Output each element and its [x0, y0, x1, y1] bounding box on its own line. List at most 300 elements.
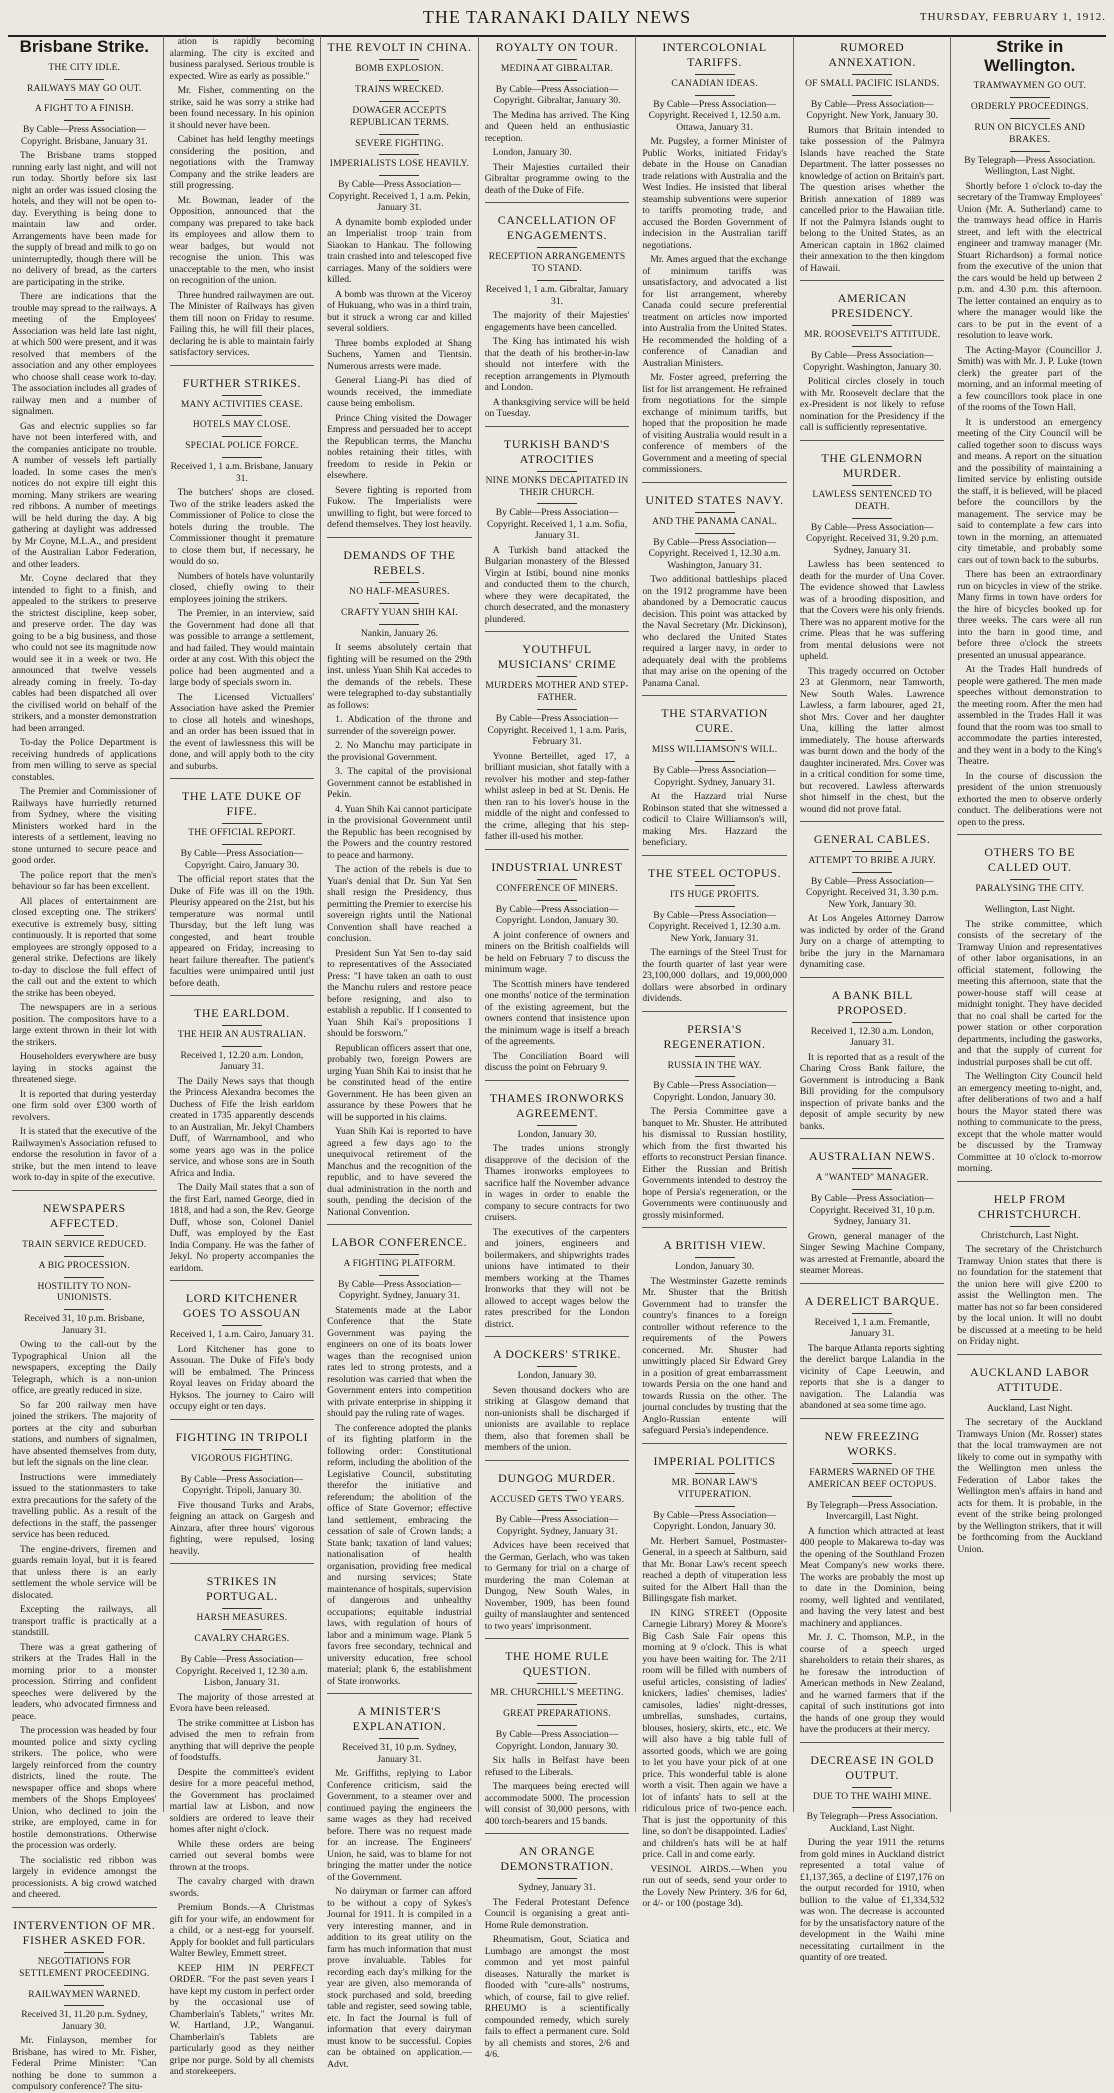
article-headline: THE HOME RULE QUESTION.: [505, 1649, 609, 1679]
article-paragraph: There has been an extraordinary run on bicycles in view of the strike. Many firms in town have orders for the hire of bicycles booked up for three weeks. The cars were all run into the barn in good time, and before three o'clock the streets presented an unusual appearance.: [957, 569, 1103, 661]
divider: [537, 879, 577, 880]
article-paragraph: The secretary of the Auckland Tramways Union (Mr. Rosser) states that the local tramwaymen are not likely to come out in sympathy with the Wellington men unless the Federation of Labor takes the Wellington men's affairs in hand and acts for them. It is probable, in the event of the strike being prolonged by the Wellington strikers, that it will be forthcoming from the Auckland Union.: [957, 1417, 1103, 1555]
article-subheading: MISS WILLIAMSON'S WILL.: [651, 745, 778, 756]
divider: [852, 518, 892, 519]
article-paragraph: The King has intimated his wish that the death of his brother-in-law should not interfere with the reception arrangements in Plymouth and London.: [484, 336, 630, 394]
article-paragraph: The Persia Committee gave a banquet to Mr. Shuster. He attributed his dismissal to Russian hostility, which from the first thwarted his efforts to reconstruct Persian finance. Either the Russian and British Governments intended to destroy the hope of Persia's regeneration, or the Governments were continuously and grossly misinformed.: [642, 1106, 787, 1221]
dateline: By Cable—Press Association—Copyright. Tripoli, January 30.: [180, 1473, 304, 1497]
divider: [64, 1235, 104, 1236]
article: [800, 977, 945, 1133]
article: [12, 1190, 157, 1901]
divider: [852, 1168, 892, 1169]
article-paragraph: Their Majesties curtailed their Gibraltar programme owing to the death of the Duke of Fife.: [484, 161, 630, 196]
article-subheading: LAWLESS SENTENCED TO DEATH.: [812, 489, 932, 512]
dateline: Nankin, January 26.: [360, 627, 439, 639]
divider: [222, 1608, 262, 1609]
dateline: By Telegraph—Press Association. Auckland, Last Night.: [806, 1811, 938, 1834]
divider: [537, 59, 577, 60]
article-paragraph: ation is rapidly becoming alarming. The city is excited and business paralysed. Serious trouble is expected. Wire as early as possible.": [169, 36, 315, 82]
article-paragraph: Mr. Griffiths, replying to Labor Conference criticism, said the Government, to a steamer over and continued paying the engineers the same wages as they had received before. There was no request made for an increase. The Engineers' Union, he said, was to blame for not bringing the matter under the notice of the Government.: [327, 1768, 472, 1883]
divider: [852, 1496, 892, 1497]
article-paragraph: The Daily News says that though the Princess Alexandra becomes the Duchess of Fife the Irish earldom created in 1735 apparently descends to an Australian, Mr. Jekyl Chambers Duff, of Warrnambool, and who some years ago was in the police service, and whose sons are in South Africa and India.: [169, 1075, 315, 1179]
dateline: By Cable—Press Association—Copyright. London, January 30.: [495, 1729, 619, 1752]
dateline: By Cable—Press Association—Copyright. Received 1, 12.30 a.m. Washington, January 31.: [648, 536, 781, 571]
dateline: Received 31, 11.20 p.m. Sydney, January 30.: [21, 2009, 148, 2032]
article-paragraph: The secretary of the Christchurch Tramway Union states that there is no foundation for the statement that the union here will give £200 to assist the Wellington men. The matter has not so far been considered by the local union. It will no doubt be discussed at a meeting to be held on Friday night.: [957, 1244, 1103, 1348]
article: [957, 1181, 1102, 1348]
article-paragraph: During the year 1911 the returns from gold mines in Auckland district represented a total value of £1,137,365, a decline of £197,176 on the output recorded for 1910, when bullion to the value of £1,334,532 was won. The decrease is accounted for by the unsatisfactory nature of the development in the Waihi mine necessitating curtailment in the quantity of ore treated.: [799, 1837, 945, 1964]
dateline: By Cable—Press Association—Copyright. Received 1, 1 a.m. Sofia, January 31.: [486, 507, 628, 542]
article-paragraph: 3. The capital of the provisional Government cannot be established in Pekin.: [327, 766, 472, 800]
article: [327, 40, 472, 531]
divider: [695, 533, 735, 534]
article-paragraph: Mr. Ames argued that the exchange of minimum tariffs was unsatisfactory, and advocated a list for list arrangement, whereby Canada could secure preferential treatment on articles now imported into Australia from the United States. He recommended the holding of a conference of Canadian and Australian Ministers.: [642, 254, 787, 369]
divider: [222, 415, 262, 416]
dateline: London, January 30.: [517, 1128, 597, 1140]
article-headline: NEW FREEZING WORKS.: [824, 1428, 920, 1458]
article-headline: Strike in Wellington.: [984, 37, 1076, 75]
article-headline: HELP FROM CHRISTCHURCH.: [978, 1191, 1082, 1221]
article-subheading: IMPERIALISTS LOSE HEAVILY.: [329, 159, 470, 170]
article-subheading: HARSH MEASURES.: [196, 1613, 288, 1624]
article-headline: CANCELLATION OF ENGAGEMENTS.: [497, 213, 617, 243]
article: [642, 482, 787, 689]
article-paragraph: The cavalry charged with drawn swords.: [169, 1876, 315, 1899]
dateline: Received 1, 12.20 a.m. London, January 31.: [180, 1049, 304, 1073]
dateline: By Cable—Press Association—Copyright. Received 31, 9.20 p.m. Sydney, January 31.: [805, 521, 939, 556]
article-paragraph: Mr. Coyne declared that they intended to fight to a finish, and appealed to the strikers to preserve the strictest discipline, keep sober, and preserve order. The day was going to be a big business, and those who could not see its magnitude now would see it in a week or two. He announced that twelve vessels already coming in freely. To-day cables had been dispatched all over the civilised world on behalf of the strikers, and a monster demonstration had been arranged.: [12, 573, 157, 734]
article-subheading: CANADIAN IDEAS.: [671, 79, 758, 89]
divider: [379, 1254, 419, 1255]
article-headline: AUSTRALIAN NEWS.: [809, 1149, 936, 1164]
divider: [537, 676, 577, 677]
divider: [379, 175, 419, 176]
article-paragraph: Yvonne Berteillet, aged 17, a brilliant musician, shot fatally with a revolver his mother and step-father whilst asleep in bed at St. Denis. He then ran to his lover's house in the middle of the night and confessed to the crime, alleging that his step-father ill-used his mother.: [484, 750, 630, 843]
article-paragraph: The Licensed Victuallers' Association have asked the Premier to close all hotels and wineshops, and an order has been issued that in the event of lawlessness this will be done, and will apply both to the city and suburbs.: [169, 691, 315, 772]
article: [485, 1336, 630, 1454]
article-paragraph: Prince Ching visited the Dowager Empress and persuaded her to accept the Republican terms, the Manchu nobles retaining their titles, with freedom to reside in Pekin or elsewhere.: [327, 412, 472, 482]
divider: [64, 1952, 104, 1953]
article: [170, 995, 315, 1274]
article-paragraph: While these orders are being carried out several bombs were thrown at the troops.: [169, 1838, 315, 1873]
article-paragraph: Excepting the railways, all transport traffic is practically at a standstill.: [12, 1604, 157, 1639]
article: [170, 36, 315, 359]
article: [12, 1907, 157, 2093]
dateline: By Cable—Press Association—Copyright. Sydney, January 31.: [495, 1514, 619, 1537]
article-paragraph: Republican officers assert that one, probably two, foreign Powers are urging Yuan Shih Kai to insist that he be constituted head of the entire Government. He has been given an assurance by these Powers that he will be supported in his claims.: [327, 1042, 472, 1123]
article-subheading: ATTEMPT TO BRIBE A JURY.: [808, 856, 936, 866]
article-paragraph: General Liang-Pi has died of wounds received, the immediate cause being embolism.: [327, 375, 472, 410]
article-paragraph: The socialistic red ribbon was largely in evidence amongst the processionists. A big crowd watched and cheered.: [12, 1854, 157, 1901]
divider: [1010, 1226, 1050, 1227]
dateline: By Cable—Press Association—Copyright. Received 31, 10 p.m. Sydney, January 31.: [809, 1193, 935, 1228]
article-paragraph: Two additional battleships placed on the 1912 programme have been abandoned by a Democratic caucus decision. This point was attacked by the Naval Secretary (Mr. Dickinson), who declared the United States required a larger navy, in order to adequately deal with the problems that may arise on the opening of the Panama Canal.: [642, 574, 787, 689]
article-subheading: RUN ON BICYCLES AND BRAKES.: [974, 123, 1086, 145]
article-paragraph: The conference adopted the planks of its fighting platform in the following order: Constitutional reform, including the abolition of the Legislative Council, substituting therefor the initiative and referendum; the abolition of the office of State Governor; effective land settlement, embracing the cessation of sale of Crown lands; a State bank; taxation of land values; nationalisation of health organisation, providing free medical and nursing services; State maintenance of hospitals, supervision of dangerous and unhealthy occupations; equitable industrial laws, with regulation of hours of labor and a minimum wage. Plank 5 favors free secondary, technical and university education, free school material; plank 6, the establishment of State ironworks.: [327, 1422, 472, 1687]
article-paragraph: The police report that the men's behaviour so far has been excellent.: [12, 869, 157, 893]
divider: [1010, 97, 1050, 98]
column-7: [951, 36, 1108, 1812]
article-subheading: PARALYSING THE CITY.: [975, 884, 1085, 895]
divider: [222, 1470, 262, 1471]
article-paragraph: VESINOL AIRDS.—When you run out of seeds, send your order to the Lovely New Printery. 3/6 for 6d, or 4/- or 100 (postage 3d).: [642, 1863, 787, 1910]
divider: [1010, 151, 1050, 152]
article-subheading: ORDERLY PROCEEDINGS.: [970, 102, 1089, 113]
article: [485, 849, 630, 1074]
article-paragraph: Despite the committee's evident desire for a more peaceful method, the Government has proclaimed martial law at Lisbon, and now soldiers are ordered to leave their homes after night o'clock.: [169, 1766, 315, 1835]
dateline: By Cable—Press Association—Copyright. Received 1, 12.30 a.m. Lisbon, January 31.: [175, 1654, 308, 1688]
article-headline: A BRITISH VIEW.: [663, 1238, 766, 1253]
article-paragraph: Shortly before 1 o'clock to-day the secretary of the Tramway Employees' Union (Mr. A. Sutherland) came to the tramways head office in Harris street, and left with the electrical engineer and tramway manager (Mr. Stuart Richardson) a formal notice from the executive of the union that the cars would be held up between 2 p.m. and 4.30 p.m. this afternoon. The letter contained an enquiry as to where the manager would like the cars to be put in the event of a resolution to leave work.: [957, 180, 1103, 342]
article-subheading: MR. ROOSEVELT'S ATTITUDE.: [804, 330, 941, 341]
article-paragraph: Seven thousand dockers who are striking at Glasgow demand that non-unionists shall be discharged if unionists are available to replace them, also that foremen shall be members of the union.: [484, 1384, 630, 1453]
article-headline: THE STARVATION CURE.: [661, 706, 768, 736]
divider: [64, 1277, 104, 1278]
article-paragraph: Six halls in Belfast have been refused to the Liberals.: [484, 1755, 630, 1778]
article-headline: LABOR CONFERENCE.: [331, 1235, 468, 1249]
article-headline: PERSIA'S REGENERATION.: [663, 1021, 766, 1051]
article-paragraph: Political circles closely in touch with Mr. Roosevelt declare that the ex-President is not likely to refuse nomination for the Presidency if the call is sufficiently representative.: [799, 376, 945, 434]
article-paragraph: Numbers of hotels have voluntarily closed, chiefly owing to their employees joining the strikers.: [169, 570, 315, 605]
article-subheading: NEGOTIATIONS FOR SETTLEMENT PROCEEDING.: [19, 1956, 150, 1979]
divider: [852, 1022, 892, 1023]
divider: [379, 603, 419, 604]
article-headline: A BANK BILL PROPOSED.: [831, 987, 913, 1017]
issue-date: THURSDAY, FEBRUARY 1, 1912.: [919, 11, 1106, 23]
article-subheading: A "WANTED" MANAGER.: [815, 1173, 929, 1184]
article-paragraph: The official report states that the Duke of Fife was ill on the 19th. Pleurisy appeared on the 21st, but his temperature was normal until Thursday, but the left lung was congested, and heart trouble appeared on Friday, increasing to heart failure thereafter. The patient's faculties were unimpaired until just before death.: [169, 874, 315, 989]
column-3: [321, 36, 479, 2070]
article-paragraph: Three hundred railwaymen are out. The Minister of Railways has given them till noon on Friday to resume. Failing this, he will fill their places, declaring he is able to maintain fairly satisfactory services.: [169, 289, 315, 358]
article-subheading: RUSSIA IN THE WAY.: [667, 1060, 762, 1071]
divider: [695, 74, 735, 75]
article-paragraph: The Scottish miners have tendered one months' notice of the termination of the existing agreement, but the owners contend that insistence upon the minimum wage is itself a breach of the agreements.: [484, 978, 630, 1047]
divider: [852, 872, 892, 873]
article-headline: INTERCOLONIAL TARIFFS.: [662, 40, 767, 69]
article-paragraph: Rumors that Britain intended to take possession of the Palmyra Islands have reached the State Department. The latter possesses no knowledge of action on Britain's part. The question arises whether the British annexation of 1889 was cancelled prior to the Hawaiian title. If not the Palmyra Islands ought to belong to the United States, as an American captain in 1862 claimed their annexation to the then kingdom of Hawaii.: [799, 124, 945, 274]
divider: [537, 1125, 577, 1126]
divider: [222, 1325, 262, 1326]
article-headline: A DOCKERS' STRIKE.: [493, 1347, 622, 1361]
article-paragraph: The strike committee at Lisbon has advised the men to refrain from anything that will deprive the people of foodstuffs.: [169, 1717, 315, 1763]
dateline: By Cable—Press Association—Copyright. Gibraltar, January 30.: [493, 83, 621, 107]
article-subheading: MEDINA AT GIBRALTAR.: [500, 64, 614, 74]
article-paragraph: 1. Abdication of the throne and surrender of the sovereign power.: [327, 714, 472, 737]
article-paragraph: Mr. Foster agreed, preferring the list for list arrangement. He refrained from negotiations for the simple exchange of minimum tariffs, but hoped that the proposition he made of visiting Australia would result in a conference of members of the Government and a meeting of special commissioners.: [642, 372, 787, 476]
divider: [222, 1650, 262, 1651]
dateline: By Cable—Press Association—Copyright. Received 1, 12.30 a.m. New York, January 31.: [648, 909, 781, 944]
divider: [537, 709, 577, 710]
divider: [1010, 1399, 1050, 1400]
divider: [379, 80, 419, 81]
article-paragraph: Mr. Bowman, leader of the Opposition, announced that the company was prepared to take back its employees and allow them to wear badges, but would not recognise the union. This was unacceptable to the men, who insist on recognition of the union.: [169, 194, 315, 286]
article-paragraph: Gas and electric supplies so far have not been interfered with, and the companies anticipate no trouble. A number of vessels left partially loaded. In some cases the men's notices do not expire till eight this morning. Many strikers are wearing red ribbons. A number of meetings will be held during the day. A big gathering at daylight was addressed by Mr Coyne, M.L.A., and president of the Australian Labor Federation, and other leaders.: [12, 420, 157, 570]
masthead: [0, 6, 1114, 32]
article: [485, 1833, 630, 2061]
dateline: London, January 30.: [517, 1370, 597, 1381]
article-subheading: RAILWAYS MAY GO OUT.: [27, 83, 142, 94]
article-subheading: A FIGHTING PLATFORM.: [343, 1259, 456, 1269]
article-paragraph: Mr. Pugsley, a former Minister of Public Works, initiated Friday's debate in the House on Canadian trade relations with Australia and the West Indies. He insisted that liberal steamship subventions were superior to tariffs promoting trade, and accused the Borden Government of indecision in the Australian tariff negotiations.: [642, 136, 787, 251]
article: [800, 440, 945, 815]
divider: [379, 101, 419, 102]
divider: [852, 95, 892, 96]
article-headline: THE LATE DUKE OF FIFE.: [181, 789, 302, 819]
article: [642, 1227, 787, 1437]
article: [800, 1138, 945, 1276]
newspaper-title: THE TARANAKI DAILY NEWS: [422, 7, 692, 27]
dateline: Received 1, 1 a.m. Gibraltar, January 31.: [485, 284, 629, 307]
article-headline: RUMORED ANNEXATION.: [828, 40, 916, 69]
article-paragraph: IN KING STREET (Opposite Carnegie Library) Morey & Moore's Big Cash Sale Fair opens this morning at 9 o'clock. This is what you have been waiting for. The 2/11 room will be filled with numbers of useful articles, consisting of ladies' knickers, ladies' chemises, ladies' camisoles, ladies' night-dresses, umbrellas, sunshades, curtains, blouses, hosiery, skirts, etc., etc. We will also have a big table full of assorted goods, which we are going to let you have your pick of at one price. This wonderful table is alone worth a visit. Then again we have a lot of infants' hats to sell at the ridiculous price of two-pence each. That is just the opportunity of this line, so don't be disappointed. Ladies' and children's hats will be at half price. Call in and come early.: [642, 1607, 787, 1861]
article: [800, 1418, 945, 1736]
article-subheading: OF SMALL PACIFIC ISLANDS.: [805, 79, 940, 89]
article-paragraph: The procession was headed by four mounted police and sixty cycling strikers. The police, who were largely reinforced from the country districts, lined the route. The newspaper office and shops where members of the Shops Employees' Union, who declined to join the strike, are employed, came in for hostile demonstrations. Otherwise the procession was orderly.: [12, 1725, 157, 1852]
article-subheading: MURDERS MOTHER AND STEP-FATHER.: [485, 681, 629, 704]
article-paragraph: It is reported that as a result of the Charing Cross Bank failure, the Government is introducing a Bank Bill providing for the compulsory inspection of private banks and the deposit of ample security by new banks.: [799, 1051, 945, 1132]
divider: [222, 395, 262, 396]
divider: [695, 1257, 735, 1258]
dateline: By Cable—Press Association—Copyright. Cairo, January 30.: [180, 848, 304, 871]
article-paragraph: It seems absolutely certain that fighting will be resumed on the 29th inst. unless Yuan Shih Kai accedes to the demands of the rebels. These were telegraphed to-day substantially as follows:: [327, 642, 472, 711]
dateline: By Telegraph—Press Association. Wellington, Last Night.: [964, 154, 1096, 178]
dateline: By Cable—Press Association—Copyright. Received 1, 1 a.m. Pekin, January 31.: [328, 179, 471, 214]
divider: [1010, 900, 1050, 901]
article-paragraph: Mr. J. C. Thomson, M.P., in the course of a speech urged shareholders to retain their shares, as he foresaw the introduction of American methods in New Zealand, and he warned farmers that if the capital of such institutions got into the hands of one group they would have the producers at their mercy.: [799, 1632, 945, 1735]
divider: [537, 503, 577, 504]
divider: [695, 1056, 735, 1057]
article: [170, 365, 315, 773]
divider: [222, 844, 262, 845]
divider: [852, 346, 892, 347]
article-paragraph: There are indications that the trouble may spread to the railways. A meeting of the Employees' Association was held late last night, at which 500 were present, and it was resolved that members of the association and any other employees who choose shall cease work to-day. The association includes all grades of railway men and a number of signalmen.: [12, 291, 157, 418]
article-subheading: ACCUSED GETS TWO YEARS.: [489, 1494, 625, 1505]
dateline: By Cable—Press Association—Copyright. Brisbane, January 31.: [20, 124, 148, 147]
dateline: Christchurch, Last Night.: [980, 1229, 1079, 1241]
article-paragraph: The Premier and Commissioner of Railways have hurriedly returned from Sydney, where the visiting Ministers worked hard in the interests of a settlement, leaving no stone unturned to secure peace and good order.: [12, 786, 157, 867]
divider: [852, 74, 892, 75]
article-paragraph: The engine-drivers, firemen and guards remain loyal, but it is feared that unless there is an early settlement the whole service will be dislocated.: [12, 1543, 157, 1601]
article-subheading: CAVALRY CHARGES.: [194, 1634, 290, 1645]
article-paragraph: The marquees being erected will accommodate 5000. The procession will consist of 30,000 persons, with 400 torch-bearers and 15 bands.: [484, 1781, 630, 1827]
article-subheading: THE OFFICIAL REPORT.: [188, 828, 296, 839]
dateline: Received 31, 10 p.m. Brisbane, January 31.: [24, 1313, 145, 1336]
article: [800, 40, 945, 274]
article-paragraph: This tragedy occurred on October 23 at Glenmorn, near Tamworth, New South Wales. Lawrence Lawless, a farm labourer, aged 21, shot Mrs. Cover and her daughter Una, killing the latter almost immediately. The house afterwards was burnt down and the body of the daughter incinerated. Mrs. Cover was in a critical condition for some time, but recovered. Lawless afterwards shot himself in the chest, but the wound did not prove fatal.: [799, 665, 945, 815]
article-headline: THE EARLDOM.: [193, 1006, 290, 1020]
article: [800, 280, 945, 433]
dateline: Received 1, 1 a.m. Brisbane, January 31.: [170, 461, 314, 484]
article-headline: DECREASE IN GOLD OUTPUT.: [810, 1752, 934, 1782]
dateline: By Cable—Press Association—Copyright. London, January 30.: [495, 903, 619, 926]
article-subheading: SEVERE FIGHTING.: [355, 138, 444, 149]
divider: [537, 247, 577, 248]
article-paragraph: The Brisbane trams stopped running early last night, and will not run today. Shortly before six last night an order was issued closing the hotels, and they will not be open to-day. Everything is being done to maintain law and order. Arrangements have been made for the supply of bread and milk to go on uninterruptedly, though there will be no delivery of bread, as the carters are participating in the strike.: [12, 150, 157, 288]
article-subheading: NINE MONKS DECAPITATED IN THEIR CHURCH.: [485, 475, 629, 498]
article-subheading: A BIG PROCESSION.: [38, 1260, 130, 1271]
article-headline: INDUSTRIAL UNREST: [491, 859, 623, 874]
article: [642, 1443, 787, 1910]
divider: [64, 1985, 104, 1986]
divider: [222, 1046, 262, 1047]
article-headline: FURTHER STRIKES.: [182, 375, 301, 390]
dateline: By Cable—Press Association—Copyright. London, January 30.: [653, 1080, 776, 1103]
divider: [379, 134, 419, 135]
article-subheading: TRAINS WRECKED.: [355, 84, 444, 95]
article-paragraph: A joint conference of owners and miners on the British coalfields will be held on February 7 to discuss the minimum wage.: [484, 929, 630, 975]
article-headline: A MINISTER'S EXPLANATION.: [352, 1704, 447, 1734]
article-subheading: BOMB EXPLOSION.: [355, 64, 444, 74]
article-subheading: THE CITY IDLE.: [48, 62, 121, 73]
article-paragraph: The majority of those arrested at Evora have been released.: [169, 1691, 315, 1714]
article-headline: GENERAL CABLES.: [813, 832, 931, 846]
divider: [379, 1275, 419, 1276]
article: [485, 1080, 630, 1331]
column-1: [6, 36, 164, 2093]
article-paragraph: Mr. Fisher, commenting on the strike, said he was sorry a strike had been found necessary. In his opinion it should never have been.: [169, 85, 315, 131]
article-paragraph: The trades unions strongly disapprove of the decision of the Thames ironworks employees to sacrifice half the November advance in wages in order to enable the company to secure contracts for two cruisers.: [484, 1143, 630, 1223]
divider: [64, 120, 104, 121]
article-headline: AN ORANGE DEMONSTRATION.: [500, 1844, 614, 1874]
article-paragraph: The Daily Mail states that a son of the first Earl, named George, died in 1818, and had a son, the Rev. George Duff, whose son, Colonel Daniel Duff, was employed by the East India Company. He was the father of Jekyl. No property accompanies the earldom.: [169, 1182, 315, 1274]
article-paragraph: Grown, general manager of the Singer Sewing Machine Company, was arrested at Fremantle, aboard the steamer Moreas.: [799, 1230, 945, 1277]
article-paragraph: No dairyman or farmer can afford to be without a copy of Sykes's Journal for 1911. It is compiled in a very interesting manner, and in addition to its great utility on the farm has much information that must prove invaluable. Tables for recording each day's milking for the year are given, also memoranda of stock purchased and sold, breeding table and register, seed sowing table, etc. In fact the Journal is full of information that every dairyman must know to be successful. Copies can be obtained on application.—Advt.: [327, 1886, 472, 2070]
article-paragraph: Cabinet has held lengthy meetings considering the position, and negotiations with the Tramway Company and the strike leaders are still progressing.: [169, 134, 315, 191]
columns-container: [6, 36, 1108, 2093]
divider: [379, 624, 419, 625]
article: [642, 695, 787, 848]
article-paragraph: Lawless has been sentenced to death for the murder of Una Cover. The evidence showed that Lawless was of a brooding disposition, and that the Covers were his only friends. There was no apparent motive for the crime. Pleas that he was suffering from mental delusions were not upheld.: [799, 559, 945, 662]
article-paragraph: Five thousand Turks and Arabs, feigning an attack on Gargesh and Ainzara, after three hours' vigorous fighting, were repulsed, losing heavily.: [169, 1499, 315, 1557]
dateline: By Cable—Press Association—Copyright. Received 31, 3.30 p.m. New York, January 30.: [805, 875, 939, 910]
article-subheading: AND THE PANAMA CANAL.: [652, 516, 778, 527]
divider: [222, 1025, 262, 1026]
article-paragraph: The Acting-Mayor (Councillor J. Smith) was with Mr. J. P. Luke (town clerk) the greater part of the morning, and an informal meeting of a few councillors took place in one of the rooms of the Town Hall.: [957, 344, 1103, 414]
divider: [695, 906, 735, 907]
article-paragraph: Yuan Shih Kai is reported to have agreed a few days ago to the unequivocal retirement of the Manchus and the recognition of the republic, and to have severed the dual administration in the north and south, pending the decision of the National Convention.: [327, 1126, 472, 1218]
article-subheading: MR. CHURCHILL'S MEETING.: [490, 1688, 624, 1699]
divider: [852, 851, 892, 852]
divider: [852, 485, 892, 486]
dateline: By Cable—Press Association—Copyright. Received 1, 12.50 a.m. Ottawa, January 31.: [648, 98, 781, 133]
article-subheading: MANY ACTIVITIES CEASE.: [180, 399, 303, 410]
dateline: By Cable—Press Association—Copyright. New York, January 30.: [806, 98, 938, 122]
divider: [537, 1878, 577, 1879]
article-headline: UNITED STATES NAVY.: [645, 492, 784, 507]
article-subheading: TRAIN SERVICE REDUCED.: [22, 1239, 147, 1250]
dateline: Sydney, January 31.: [518, 1882, 596, 1894]
divider: [1010, 879, 1050, 880]
article-headline: LORD KITCHENER GOES TO ASSOUAN: [182, 1291, 301, 1321]
divider: [379, 59, 419, 60]
article-paragraph: Advices have been received that the German, Gerlach, who was taken to Germany for trial on a charge of murdering the man Coleman at Dungog, New South Wales, in November, 1909, has been found guilty of manslaughter and sentenced to two years' imprisonment.: [484, 1540, 630, 1632]
article-paragraph: The barque Atlanta reports sighting the derelict barque Lalandia in the vicinity of Cape Leeuwin, and reports that she is a danger to navigation. The Lalandia was abandoned at sea some time ago.: [799, 1342, 945, 1412]
article-paragraph: The butchers' shops are closed. Two of the strike leaders asked the Commissioner of Police to close the hotels during the trouble. The Commissioner thought it premature to close them but, if necessary, he would do so.: [169, 487, 315, 568]
article-paragraph: 4. Yuan Shih Kai cannot participate in the provisional Government until the Republic has been recognised by the Powers and the country restored to peace and harmony.: [327, 803, 472, 861]
article: [642, 1011, 787, 1222]
article-paragraph: A bomb was thrown at the Viceroy of Hukuang, who was in a third train, but it struck a wrong car and killed several soldiers.: [327, 288, 472, 335]
article-paragraph: Householders everywhere are busy laying in stocks against the threatened siege.: [12, 1051, 157, 1086]
divider: [537, 280, 577, 281]
article-paragraph: KEEP HIM IN PERFECT ORDER. "For the past seven years I have kept my custom in perfect order by the occasional use of Chamberlain's Tablets," writes Mr. W. Hartland, J.P., Wanganui. Chamberlain's Tablets are particularly good as they neither gripe nor purge. Sold by all chemists and storekeepers.: [169, 1962, 315, 2077]
dateline: Received 1, 1 a.m. Fremantle, January 31.: [814, 1316, 930, 1340]
article: [485, 426, 630, 626]
article: [642, 855, 787, 1005]
article-paragraph: President Sun Yat Sen to-day said to representatives of the Associated Press: "I have taken an oath to oust the Manchu rulers and restore peace before resigning, and also to establish a republic. If I consented to Yuan Shih Kai's propositions I should be forsworn.": [327, 947, 472, 1039]
article-paragraph: The Medina has arrived. The King and Queen held an enthusiastic reception.: [484, 109, 630, 144]
divider: [537, 1366, 577, 1367]
dateline: By Telegraph—Press Association. Invercargill, Last Night.: [806, 1499, 938, 1522]
article: [12, 38, 157, 1184]
article: [170, 1280, 315, 1413]
divider: [64, 1256, 104, 1257]
article: [485, 202, 630, 419]
article-subheading: THE HEIR AN AUSTRALIAN.: [177, 1030, 306, 1040]
article-subheading: DUE TO THE WAIHI MINE.: [812, 1791, 932, 1802]
article-paragraph: The executives of the carpenters and joiners, engineers and boilermakers, and shipwrights trades unions have intimated to their members working at the Thames Ironworks that they will not be allowed to accept wages below the rates prescribed for the London district.: [484, 1226, 630, 1330]
article-paragraph: To-day the Police Department is receiving hundreds of applications from men willing to serve as special constables.: [12, 737, 157, 783]
article: [800, 1283, 945, 1412]
article: [800, 821, 945, 971]
article-paragraph: A thanksgiving service will be held on Tuesday.: [484, 396, 630, 420]
article-headline: FIGHTING IN TRIPOLI: [175, 1429, 309, 1444]
divider: [695, 512, 735, 513]
article-subheading: RAILWAYMEN WARNED.: [28, 1989, 141, 2000]
divider: [537, 900, 577, 901]
divider: [379, 582, 419, 583]
divider: [379, 154, 419, 155]
article-paragraph: Owing to the call-out by the Typographical Union all the newspapers, excepting the Daily Telegraph, which is a non-union office, are greatly reduced in size.: [12, 1339, 157, 1397]
article-paragraph: London, January 30.: [492, 147, 572, 159]
article-headline: NEWSPAPERS AFFECTED.: [42, 1200, 126, 1230]
divider: [537, 80, 577, 81]
article-headline: TURKISH BAND'S ATROCITIES: [503, 436, 611, 466]
article-subheading: DOWAGER ACCEPTS REPUBLICAN TERMS.: [349, 105, 450, 128]
article-paragraph: The Wellington City Council held an emergency meeting to-night, and, after deliberations of two and a half hours the Mayor stated there was nothing to communicate to the press, except that the whole matter would be discussed by the Tramway Committee at 10 o'clock to-morrow morning.: [957, 1071, 1103, 1175]
article: [170, 1419, 315, 1557]
article-subheading: CONFERENCE OF MINERS.: [496, 883, 618, 894]
divider: [222, 436, 262, 437]
article: [957, 1354, 1102, 1556]
article-paragraph: The action of the rebels is due to Yuan's denial that Dr. Sun Yat Sen shall resign the Presidency, thus permitting the Premier to exercise his sovereign rights until the National Convention shall have reached a conclusion.: [327, 864, 472, 944]
article-headline: A DERELICT BARQUE.: [804, 1293, 940, 1308]
article-paragraph: A Turkish band attacked the Bulgarian monastery of the Blessed Virgin at Istibi, bound nine monks and conducted them to the church, where they were decapitated, the church desecrated, and the monastery plundered.: [484, 544, 630, 625]
article-headline: ROYALTY ON TOUR.: [495, 40, 619, 54]
divider: [695, 761, 735, 762]
divider: [695, 1076, 735, 1077]
article: [642, 40, 787, 476]
article: [485, 631, 630, 842]
dateline: Wellington, Last Night.: [984, 904, 1075, 916]
dateline: By Cable—Press Association—Copyright. Sydney, January 31.: [338, 1278, 461, 1302]
divider: [222, 1449, 262, 1450]
column-5: [636, 36, 794, 1910]
article-subheading: TRAMWAYMEN GO OUT.: [973, 81, 1087, 92]
article-paragraph: In the course of discussion the president of the union strenuously exhorted the men to observe orderly conduct. The deliberations were not open to the press.: [957, 770, 1103, 828]
divider: [852, 1787, 892, 1788]
dateline: By Cable—Press Association—Copyright. Washington, January 30.: [803, 350, 942, 373]
article-paragraph: Lord Kitchener has gone to Assouan. The Duke of Fife's body will be embalmed. The Princess Royal leaves on Friday aboard the Hyksos. The journey to Cairo will occupy eight or ten days.: [169, 1343, 315, 1413]
article-headline: IMPERIAL POLITICS: [653, 1453, 776, 1468]
article-headline: Brisbane Strike.: [19, 37, 150, 56]
article-headline: THE STEEL OCTOPUS.: [648, 865, 782, 880]
article-headline: STRIKES IN PORTUGAL.: [206, 1574, 278, 1604]
dateline: Received 1, 12.30 a.m. London, January 31.: [810, 1025, 934, 1049]
divider: [695, 95, 735, 96]
divider: [852, 1313, 892, 1314]
article: [485, 1460, 630, 1633]
article-paragraph: Severe fighting is reported from Fukow. The Imperialists were unwilling to fight, but were forced to defend themselves. They lost heavily.: [327, 484, 472, 531]
